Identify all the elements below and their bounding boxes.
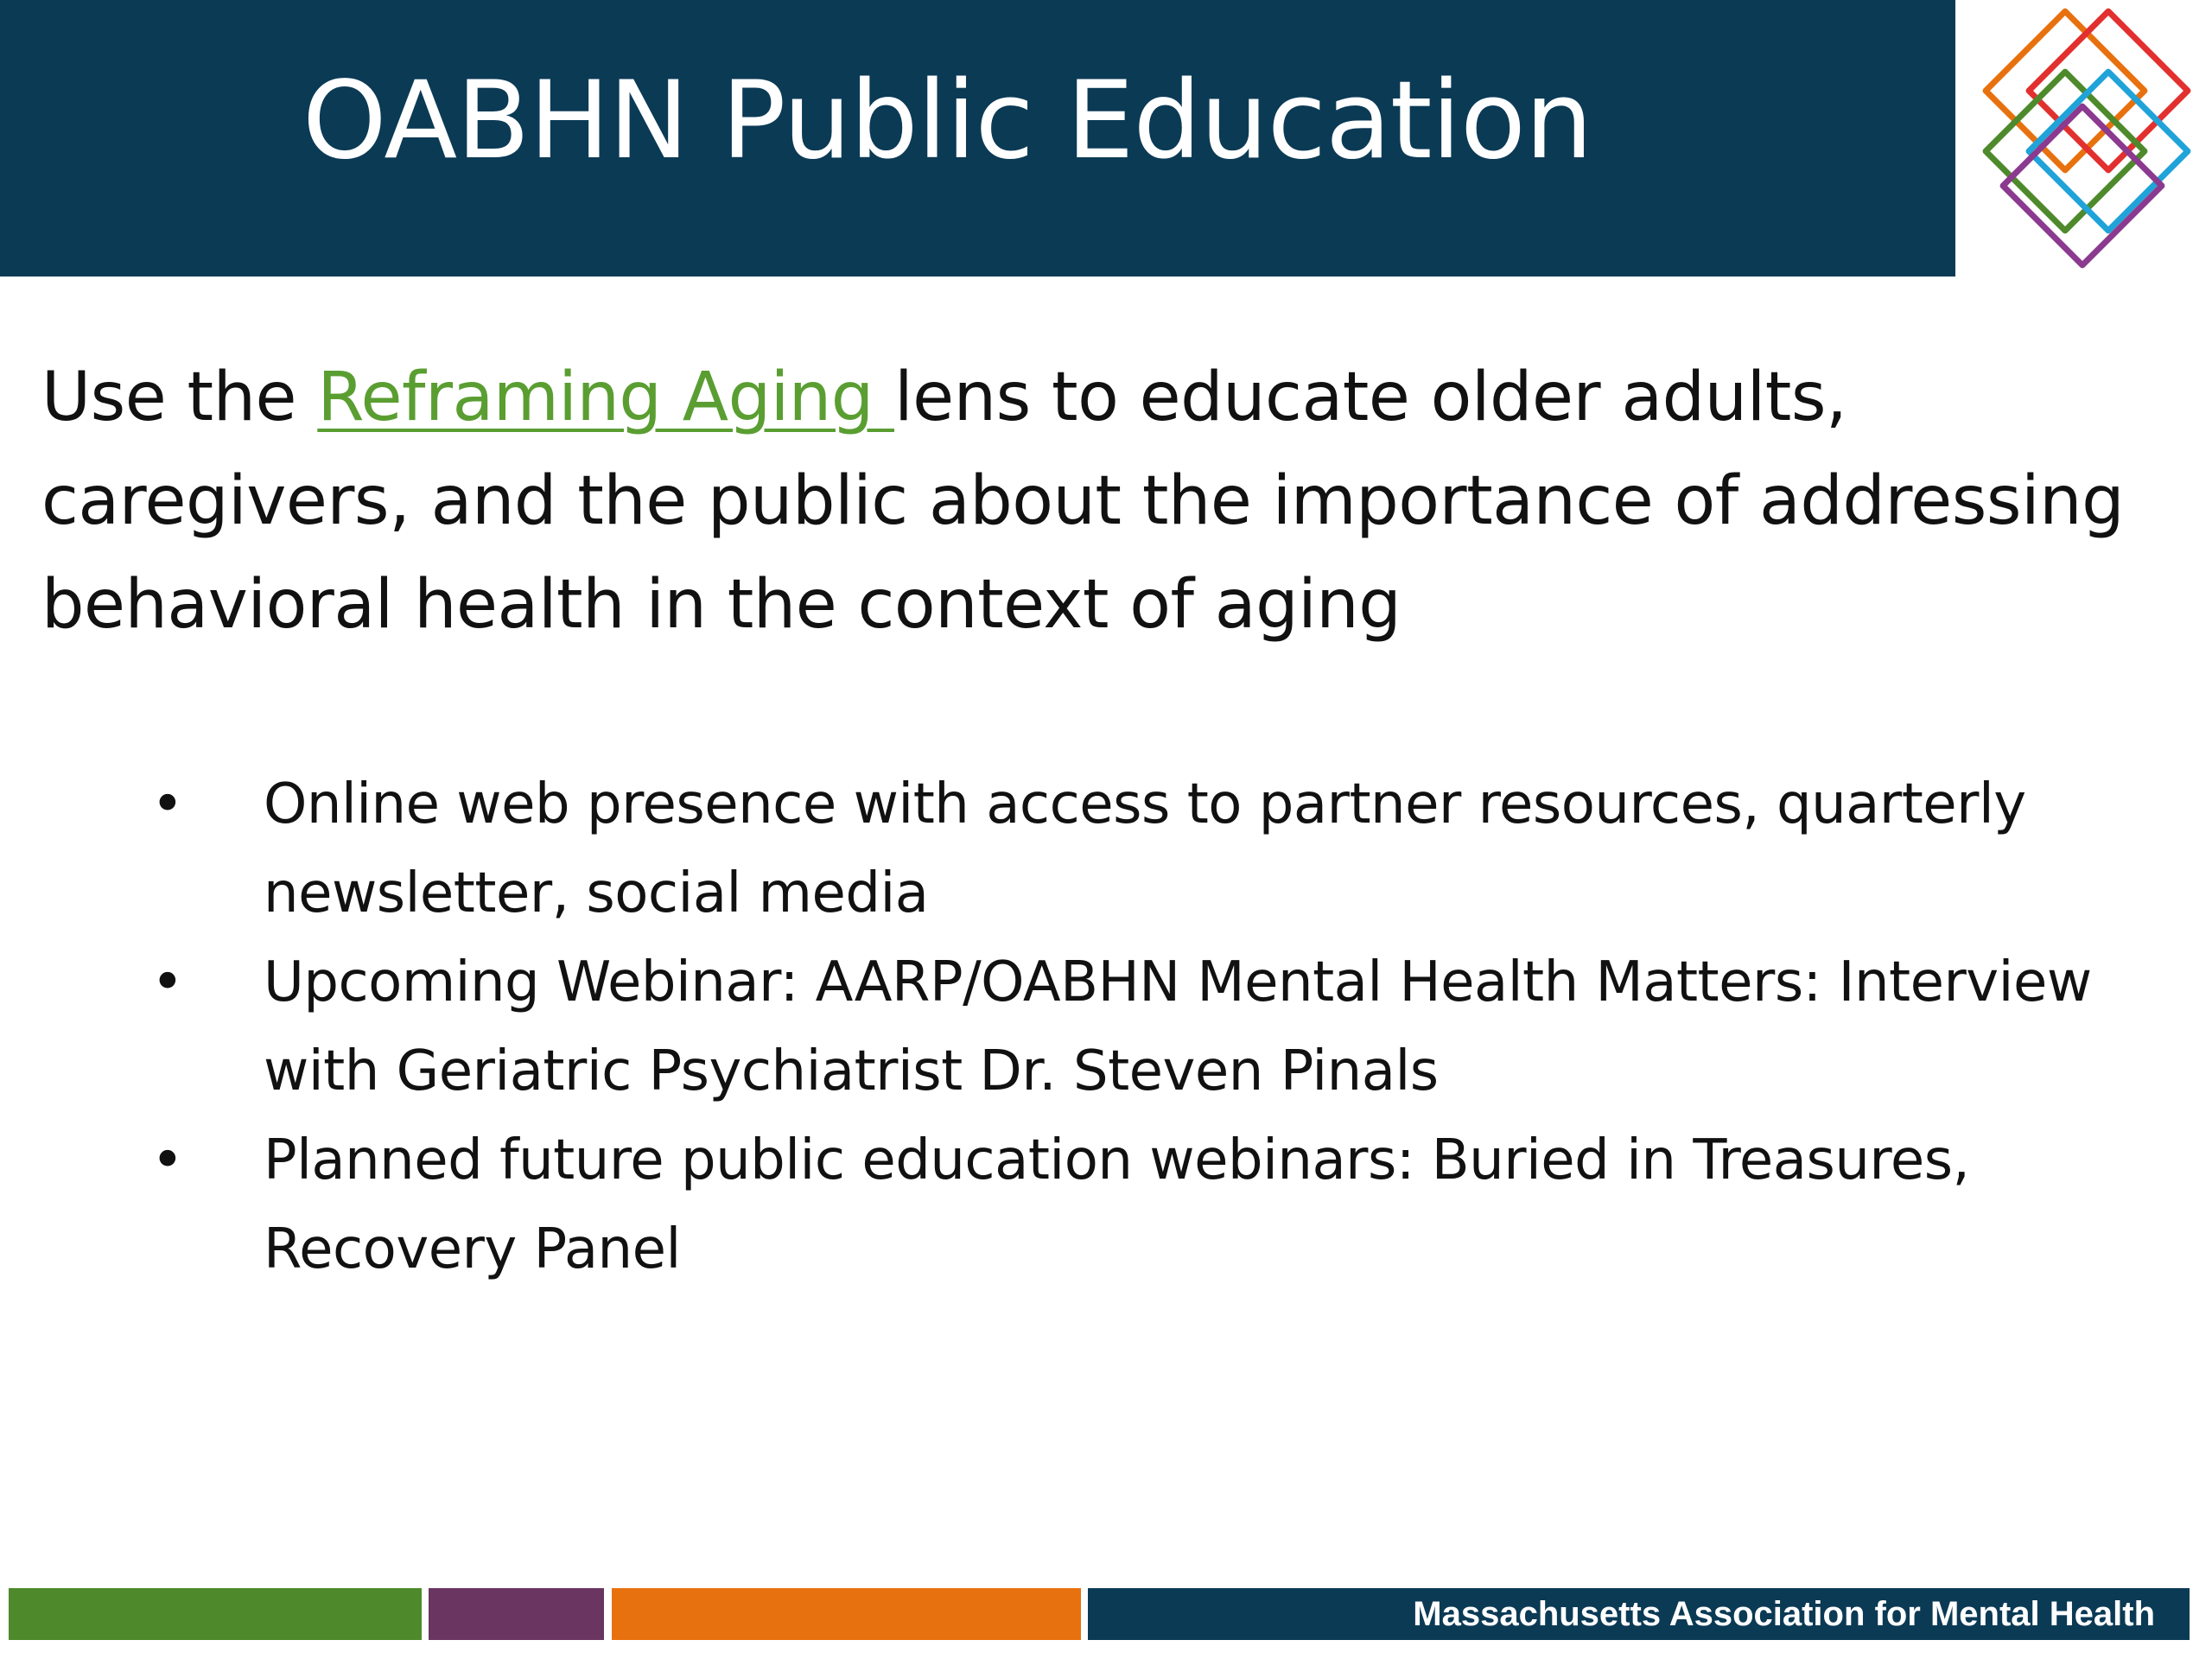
footer-navy-segment (1088, 1588, 2190, 1640)
interlocking-diamonds-logo-icon (1957, 0, 2212, 276)
footer-organization-name: Massachusetts Association for Mental Health (1413, 1595, 2155, 1633)
footer-orange-segment (612, 1588, 1081, 1640)
footer-green-segment (9, 1588, 422, 1640)
bullet-item-planned-webinars (0, 1116, 2164, 1294)
bullet-item-upcoming-webinar (0, 938, 2164, 1116)
title-banner (0, 0, 1955, 276)
bullet-marker: • (151, 772, 184, 836)
footer-bar (0, 1588, 2212, 1640)
intro-text-start: Use the (41, 359, 318, 436)
intro-paragraph (41, 346, 2158, 657)
bullet-text: Planned future public education webinars: Buried in Treasures, Recovery Panel (264, 1128, 1970, 1281)
bullet-marker: • (151, 1128, 184, 1192)
intro-text-end: lens to educate older adults, caregivers, and the public about the importance of addressing behavioral health in the context of aging (41, 359, 2125, 644)
bullet-list (0, 760, 2212, 1294)
bullet-item-web-presence (0, 760, 2164, 938)
reframing-aging-link[interactable]: Reframing Aging (317, 359, 894, 436)
bullet-text: Online web presence with access to partner resources, quarterly newsletter, social media (264, 772, 2026, 925)
bullet-marker: • (151, 950, 184, 1014)
slide-title: OABHN Public Education (302, 59, 1592, 183)
footer-purple-segment (429, 1588, 604, 1640)
bullet-text: Upcoming Webinar: AARP/OABHN Mental Health Matters: Interview with Geriatric Psychiatrist Dr. Steven Pinals (264, 950, 2092, 1103)
